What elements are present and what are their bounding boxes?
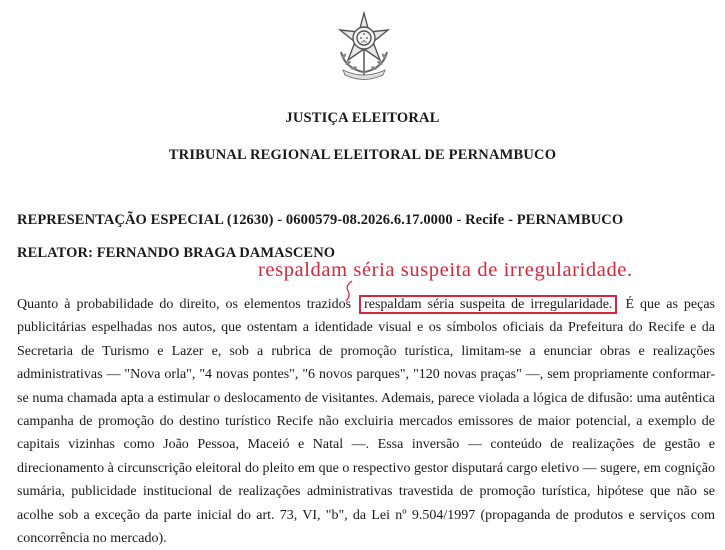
court-heading: JUSTIÇA ELEITORAL [285, 110, 440, 126]
paragraph-rest: É que as peças publicitárias espelhadas nos autos, que ostentam a identidade visual e os símbolos oficiais da Prefeitura do Recife e da Secretaria de Turismo e Lazer e, sob a rubrica de promoção turística, limitam-se a enunciar obras e realizações administrativas — "Nova orla", "4 novas pontes", "6 novos parques", "120 novas praças" —, sem propriamente conformar-se numa chamada apta a estimular o deslocamento de visitantes. Ademais, parece violada a lógica de difusão: uma autêntica campanha de promoção do destino turístico Recife não excluiria mercados emissores de maior potencial, a exemplo de capitais vizinhas como João Pessoa, Maceió e Natal —. Essa inversão — conteúdo de realizações de gestão e direcionamento à circunscrição eleitoral do pleito em que o respectivo gestor disputará cargo eletivo — sugere, em cognição sumária, publicidade institucional de realizações administrativas travestida de promoção turística, hipótese que não se acolhe sob a exceção da parte inicial do art. 73, VI, "b", da Lei nº 9.504/1997 (propaganda de produtos e serviços com concorrência no mercado). [17, 297, 715, 547]
paragraph-start: Quanto à probabilidade do direito, os elementos trazidos [17, 297, 352, 312]
case-relator: RELATOR: FERNANDO BRAGA DAMASCENO [17, 245, 336, 261]
highlight-callout: respaldam séria suspeita de irregularidade. [258, 259, 633, 281]
tribunal-heading: TRIBUNAL REGIONAL ELEITORAL DE PERNAMBUCO [168, 147, 557, 163]
decision-paragraph [17, 293, 715, 550]
case-representation: REPRESENTAÇÃO ESPECIAL (12630) - 0600579-08.2026.6.17.0000 - Recife - PERNAMBUCO [17, 212, 624, 228]
highlighted-phrase: respaldam séria suspeita de irregularidade. [359, 295, 617, 314]
coat-of-arms-icon [333, 10, 395, 80]
